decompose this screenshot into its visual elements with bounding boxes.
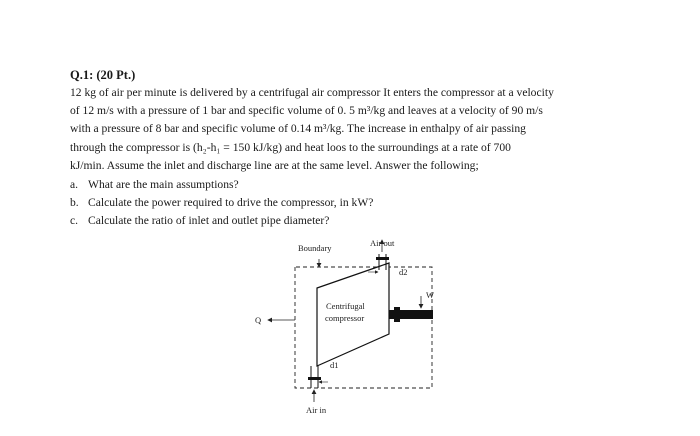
- w-label: W: [426, 290, 435, 300]
- option-c-key: c.: [70, 214, 79, 227]
- outlet-flange: [376, 257, 389, 260]
- d1-label: d1: [330, 360, 339, 370]
- centrifugal-label: Centrifugal: [326, 301, 365, 311]
- q-label: Q: [255, 315, 262, 325]
- option-b-key: b.: [70, 196, 79, 209]
- option-b: [70, 194, 373, 212]
- option-b-text: Calculate the power required to drive the compressor, in kW?: [88, 196, 374, 209]
- air-out-label: Air out: [370, 238, 395, 248]
- air-in-label: Air in: [306, 405, 327, 415]
- question-line-2: of 12 m/s with a pressure of 1 bar and specific volume of 0. 5 m³/kg and leaves at a velocity of 90 m/s: [70, 104, 543, 118]
- option-c: [70, 212, 373, 230]
- compressor-diagram: [240, 230, 460, 430]
- option-a: [70, 176, 373, 194]
- option-c-text: Calculate the ratio of inlet and outlet pipe diameter?: [88, 214, 330, 227]
- question-line-5: kJ/min. Assume the inlet and discharge line are at the same level. Answer the following;: [70, 158, 479, 172]
- question-line-1: 12 kg of air per minute is delivered by a centrifugal air compressor It enters the compressor at a velocity: [70, 86, 554, 99]
- compressor-label: compressor: [325, 313, 365, 323]
- d2-label: d2: [399, 267, 408, 277]
- question-title: Q.1: (20 Pt.): [70, 68, 136, 82]
- question-line-4: through the compressor is (h₂-h₁ = 150 kJ/kg) and heat loos to the surroundings at a rate of 700: [70, 140, 511, 154]
- inlet-flange: [308, 377, 321, 380]
- options-list: [70, 176, 373, 230]
- boundary-label: Boundary: [298, 243, 332, 253]
- question-line-3: with a pressure of 8 bar and specific volume of 0.14 m³/kg. The increase in enthalpy of air passing: [70, 122, 526, 136]
- shaft-coupling: [394, 307, 400, 322]
- option-a-key: a.: [70, 178, 79, 191]
- question-text: [70, 84, 650, 175]
- option-a-text: What are the main assumptions?: [88, 178, 239, 191]
